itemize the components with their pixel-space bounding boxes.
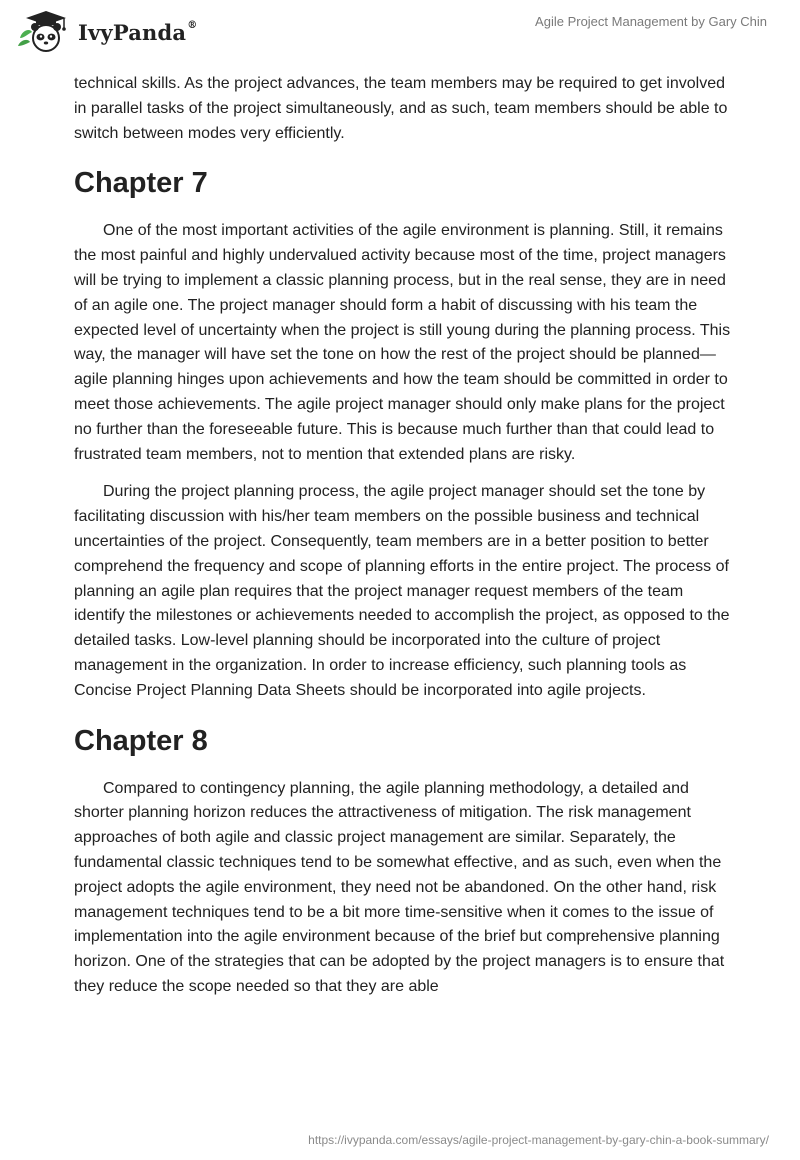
intro-paragraph: technical skills. As the project advances, the team members may be required to get involved in parallel tasks of the project simultaneously, and as such, team members should be able to switch between modes very efficiently. [74, 75, 728, 142]
essay-content [74, 72, 734, 1000]
chapter-8-heading: Chapter 8 [74, 724, 208, 757]
ivypanda-logo[interactable] [16, 8, 197, 54]
panda-graduate-icon [16, 8, 72, 54]
chapter-7-heading: Chapter 7 [74, 167, 208, 200]
document-title: Agile Project Management by Gary Chin [535, 14, 767, 29]
chapter-7-paragraph-1: One of the most important activities of the agile environment is planning. Still, it remains the most painful and highly undervalued activity because most of the time, project managers will be trying to implement a classic planning process, but in the real sense, they are in need of an agile one. The project manager should form a habit of discussing with his team the expected level of uncertainty when the project is still young during the planning process. This way, the manager will have set the tone on how the rest of the project should be planned—agile planning hinges upon achievements and how the team should be committed in order to meet those achievements. The agile project manager should only make plans for the project no further than the foreseeable future. This is because much further than that could lead to frustrated team members, not to mention that extended plans are risky. [74, 222, 731, 463]
source-url[interactable]: https://ivypanda.com/essays/agile-project-management-by-gary-chin-a-book-summary/ [308, 1133, 769, 1147]
chapter-8-paragraph-1: Compared to contingency planning, the agile planning methodology, a detailed and shorter planning horizon reduces the attractiveness of mitigation. The risk management approaches of both agile and classic project management are similar. Separately, the fundamental classic techniques tend to be somewhat effective, and as such, even when the project adopts the agile environment, they need not be abandoned. On the other hand, risk management techniques tend to be a bit more time-sensitive when it comes to the issue of implementation into the agile environment because of the brief but comprehensive planning horizon. One of the strategies that can be adopted by the project managers is to ensure that they reduce the scope needed so that they are able [74, 779, 725, 995]
logo-text: IvyPanda® [78, 19, 198, 45]
page-header [0, 0, 800, 62]
chapter-7-paragraph-2: During the project planning process, the agile project manager should set the tone by facilitating discussion with his/her team members on the possible business and technical uncertainties of the project. Consequently, team members are in a better position to better comprehend the frequency and scope of planning efforts in the entire project. The process of planning an agile plan requires that the project manager request members of the team identify the milestones or achievements needed to accomplish the project, as opposed to the detailed tasks. Low-level planning should be incorporated into the culture of project management in the organization. In order to increase efficiency, such planning tools as Concise Project Planning Data Sheets should be incorporated into agile projects. [74, 483, 730, 699]
